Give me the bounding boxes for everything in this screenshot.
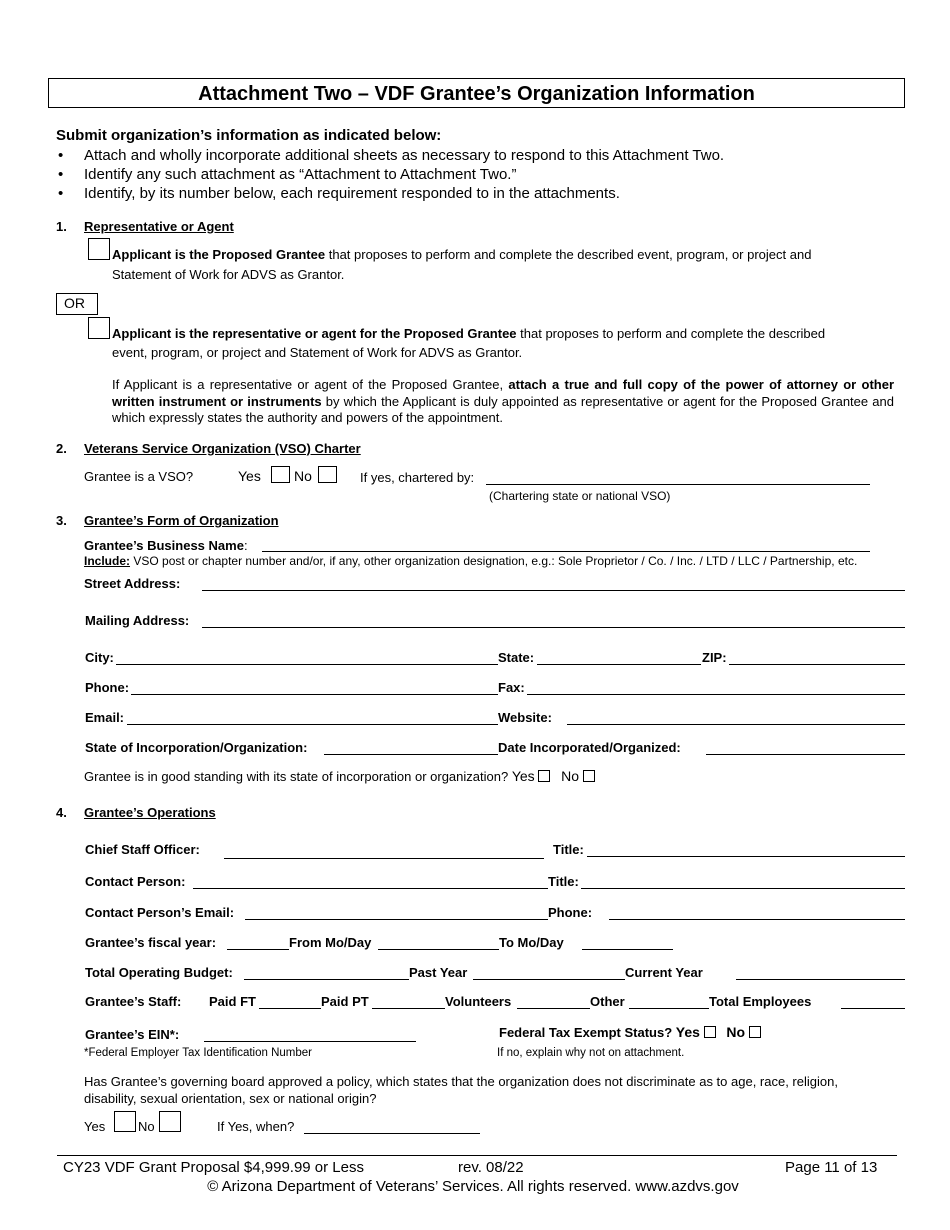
option-representative-line1: Applicant is the representative or agent for the Proposed Grantee that proposes to perform and complete the described [112, 326, 826, 341]
intro-bullet: Attach and wholly incorporate additional sheets as necessary to respond to this Attachment Two. [84, 147, 725, 164]
contact-person-field[interactable] [193, 888, 548, 889]
phone-field[interactable] [131, 694, 498, 695]
state-inc-label: State of Incorporation/Organization: [85, 740, 308, 755]
street-field[interactable] [202, 590, 905, 591]
footer-revision: rev. 08/22 [458, 1159, 524, 1176]
section-heading: Grantee’s Operations [84, 805, 216, 820]
intro-heading: Submit organization’s information as indicated below: [56, 127, 442, 144]
vso-no-checkbox[interactable] [318, 466, 337, 483]
good-standing-yes-checkbox[interactable] [538, 770, 550, 782]
business-name-label: Grantee’s Business Name: [84, 538, 248, 553]
ein-note: *Federal Employer Tax Identification Number [84, 1047, 312, 1059]
chief-officer-field[interactable] [224, 858, 544, 859]
paid-ft-label: Paid FT [209, 994, 256, 1009]
power-of-attorney-paragraph: If Applicant is a representative or agent of the Proposed Grantee, attach a true and full copy of the power of attorney or other written instrument or instruments by which the Applicant is duly appointed as representative or agent for the Proposed Grantee and which expressly states the authority and powers of the appointment. [112, 377, 895, 425]
from-label: From Mo/Day [289, 935, 372, 950]
footer-rule [57, 1155, 897, 1156]
representative-checkbox[interactable] [88, 317, 110, 339]
contact-email-label: Contact Person’s Email: [85, 905, 235, 920]
website-label: Website: [498, 710, 552, 725]
date-inc-label: Date Incorporated/Organized: [498, 740, 681, 755]
zip-field[interactable] [729, 664, 905, 665]
past-year-label: Past Year [409, 965, 468, 980]
ein-label: Grantee’s EIN*: [85, 1027, 180, 1042]
chief-officer-label: Chief Staff Officer: [85, 842, 200, 857]
current-year-field[interactable] [736, 979, 905, 980]
board-yes-checkbox[interactable] [114, 1111, 136, 1132]
city-field[interactable] [116, 664, 498, 665]
mailing-label: Mailing Address: [85, 613, 190, 628]
volunteers-field[interactable] [517, 1008, 590, 1009]
vso-no-label: No [294, 468, 312, 484]
volunteers-label: Volunteers [445, 994, 512, 1009]
paid-pt-label: Paid PT [321, 994, 369, 1009]
tax-exempt-question: Federal Tax Exempt Status? Yes No [499, 1024, 761, 1040]
vso-question: Grantee is a VSO? [84, 469, 194, 484]
intro-bullet: Identify, by its number below, each requirement responded to in the attachments. [84, 185, 620, 202]
if-yes-when-label: If Yes, when? [217, 1119, 295, 1134]
board-no-label: No [138, 1119, 155, 1134]
to-label: To Mo/Day [499, 935, 564, 950]
include-note: Include: VSO post or chapter number and/or, if any, other organization designation, e.g.: Sole Proprietor / Co. / Inc. / LTD / LLC / Partnership, etc. [84, 554, 858, 568]
bullet-dot: • [58, 185, 64, 202]
email-label: Email: [85, 710, 125, 725]
good-standing-no-checkbox[interactable] [583, 770, 595, 782]
city-label: City: [85, 650, 114, 665]
section-heading: Representative or Agent [84, 219, 234, 234]
fiscal-year-label: Grantee’s fiscal year: [85, 935, 217, 950]
state-field[interactable] [537, 664, 701, 665]
contact-phone-label: Phone: [548, 905, 593, 920]
other-field[interactable] [629, 1008, 709, 1009]
footer-left: CY23 VDF Grant Proposal $4,999.99 or Less [63, 1159, 364, 1176]
section-heading: Veterans Service Organization (VSO) Charter [84, 441, 361, 456]
board-policy-question: Has Grantee’s governing board approved a policy, which states that the organization does not discriminate as to age, race, religion, disability, sexual orientation, sex or national origin? [84, 1074, 838, 1106]
state-label: State: [498, 650, 535, 665]
past-year-field[interactable] [473, 979, 625, 980]
intro-bullet: Identify any such attachment as “Attachment to Attachment Two.” [84, 166, 517, 183]
contact-email-field[interactable] [245, 919, 548, 920]
total-employees-label: Total Employees [709, 994, 812, 1009]
or-label: OR [64, 295, 85, 311]
state-inc-field[interactable] [324, 754, 498, 755]
zip-label: ZIP: [702, 650, 727, 665]
email-field[interactable] [127, 724, 498, 725]
tax-exempt-yes-checkbox[interactable] [704, 1026, 716, 1038]
from-field[interactable] [378, 949, 499, 950]
good-standing-question: Grantee is in good standing with its state of incorporation or organization? Yes No [84, 768, 595, 784]
paid-pt-field[interactable] [372, 1008, 445, 1009]
street-label: Street Address: [84, 576, 181, 591]
option-grantee-line2: Statement of Work for ADVS as Grantor. [112, 267, 345, 282]
business-name-field[interactable] [262, 551, 870, 552]
current-year-label: Current Year [625, 965, 703, 980]
fax-label: Fax: [498, 680, 525, 695]
ein-field[interactable] [204, 1041, 416, 1042]
option-representative-line2: event, program, or project and Statement of Work for ADVS as Grantor. [112, 345, 523, 360]
chartered-by-note: (Chartering state or national VSO) [489, 489, 671, 503]
bullet-dot: • [58, 147, 64, 164]
grantee-checkbox[interactable] [88, 238, 110, 260]
chief-title-label: Title: [553, 842, 584, 857]
chartered-by-field[interactable] [486, 484, 870, 485]
staff-label: Grantee’s Staff: [85, 994, 182, 1009]
section-heading: Grantee’s Form of Organization [84, 513, 279, 528]
to-field[interactable] [582, 949, 673, 950]
footer-copyright: © Arizona Department of Veterans’ Services. All rights reserved. www.azdvs.gov [207, 1178, 739, 1195]
footer-page-number: Page 11 of 13 [785, 1159, 878, 1176]
vso-yes-checkbox[interactable] [271, 466, 290, 483]
budget-field[interactable] [244, 979, 409, 980]
if-yes-when-field[interactable] [304, 1133, 480, 1134]
contact-title-field[interactable] [581, 888, 905, 889]
contact-title-label: Title: [548, 874, 579, 889]
vso-yes-label: Yes [238, 468, 261, 484]
board-yes-label: Yes [84, 1119, 106, 1134]
contact-person-label: Contact Person: [85, 874, 186, 889]
mailing-field[interactable] [202, 627, 905, 628]
chartered-by-label: If yes, chartered by: [360, 470, 475, 485]
board-no-checkbox[interactable] [159, 1111, 181, 1132]
paid-ft-field[interactable] [259, 1008, 321, 1009]
fiscal-year-field[interactable] [227, 949, 289, 950]
other-label: Other [590, 994, 625, 1009]
fax-field[interactable] [527, 694, 905, 695]
date-inc-field[interactable] [706, 754, 905, 755]
chief-title-field[interactable] [587, 856, 905, 857]
option-grantee-line1: Applicant is the Proposed Grantee that proposes to perform and complete the described event, program, or project and [112, 247, 812, 262]
section-number: 1. [56, 219, 67, 234]
tax-exempt-note: If no, explain why not on attachment. [497, 1047, 685, 1059]
phone-label: Phone: [85, 680, 130, 695]
tax-exempt-no-checkbox[interactable] [749, 1026, 761, 1038]
website-field[interactable] [567, 724, 905, 725]
contact-phone-field[interactable] [609, 919, 905, 920]
total-employees-field[interactable] [841, 1008, 905, 1009]
section-number: 3. [56, 513, 67, 528]
budget-label: Total Operating Budget: [85, 965, 233, 980]
bullet-dot: • [58, 166, 64, 183]
section-number: 4. [56, 805, 67, 820]
section-number: 2. [56, 441, 67, 456]
page-title: Attachment Two – VDF Grantee’s Organization Information [198, 83, 755, 105]
